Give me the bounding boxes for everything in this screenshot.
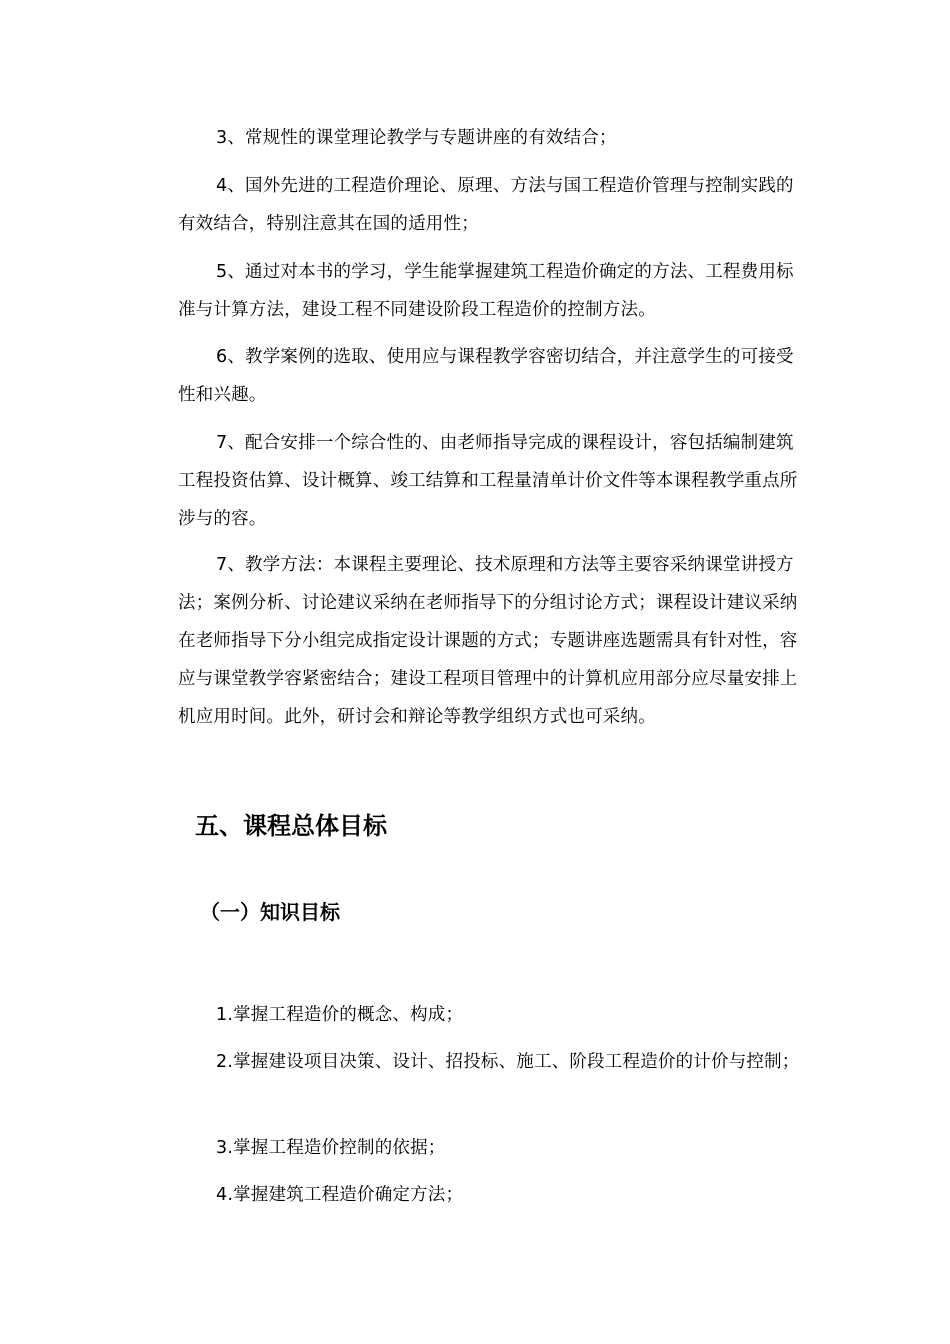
paragraph-7-teaching-methods: 7、教学方法：本课程主要理论、技术原理和方法等主要容采纳课堂讲授方法；案例分析、讨论建议采纳在老师指导下的分组讨论方式；课程设计建议采纳在老师指导下分小组完成指定设计课题的方式；专题讲座选题需具有针对性，容应与课堂教学容紧密结合；建设工程项目管理中的计算机应用部分应尽量安排上机应用时间。此外，研讨会和辩论等教学组织方式也可采纳。 xyxy=(178,555,798,727)
subsection-heading: （一）知识目标 xyxy=(200,900,340,924)
paragraph-4: 4、国外先进的工程造价理论、原理、方法与国工程造价管理与控制实践的有效结合，特别注意其在国的适用性； xyxy=(178,176,794,234)
paragraph-7-course-design: 7、配合安排一个综合性的、由老师指导完成的课程设计，容包括编制建筑工程投资估算、设计概算、竣工结算和工程量清单计价文件等本课程教学重点所涉与的容。 xyxy=(178,433,798,529)
knowledge-item-3: 3.掌握工程造价控制的依据； xyxy=(216,1138,446,1158)
paragraph-6: 6、教学案例的选取、使用应与课程教学容密切结合，并注意学生的可接受性和兴趣。 xyxy=(178,347,794,405)
knowledge-item-2: 2.掌握建设项目决策、设计、招投标、施工、阶段工程造价的计价与控制； xyxy=(216,1052,800,1072)
knowledge-item-1: 1.掌握工程造价的概念、构成； xyxy=(216,1005,464,1025)
knowledge-item-4: 4.掌握建筑工程造价确定方法； xyxy=(216,1185,464,1205)
paragraph-5: 5、通过对本书的学习，学生能掌握建筑工程造价确定的方法、工程费用标准与计算方法，建设工程不同建设阶段工程造价的控制方法。 xyxy=(178,262,794,320)
paragraph-3: 3、常规性的课堂理论教学与专题讲座的有效结合； xyxy=(216,128,617,148)
section-heading: 五、课程总体目标 xyxy=(195,812,387,840)
